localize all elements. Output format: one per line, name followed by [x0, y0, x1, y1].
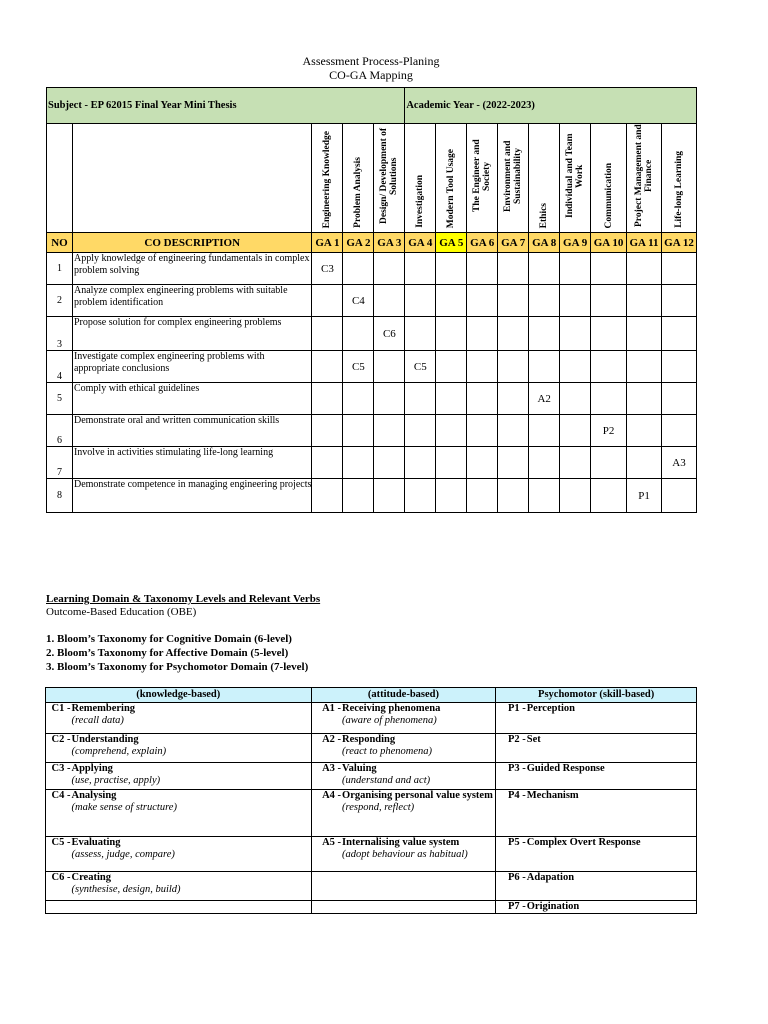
table-row: [47, 383, 697, 415]
ga-mapping-cell: [662, 415, 697, 447]
reference-subheading: Outcome-Based Education (OBE): [46, 606, 197, 618]
ga-name-cell: [627, 124, 662, 233]
ga-mapping-cell: A3: [662, 447, 697, 479]
ga-mapping-cell: [560, 415, 591, 447]
affective-level-code: [311, 901, 342, 914]
ga-mapping-cell: [343, 253, 374, 285]
ga-mapping-cell: [374, 351, 405, 383]
ga-mapping-cell: [662, 351, 697, 383]
ga-code-header: GA 8: [529, 233, 560, 253]
ga-mapping-cell: A2: [529, 383, 560, 415]
psychomotor-level-code: P6 -: [496, 872, 527, 901]
ga-name-cell: [374, 124, 405, 233]
ga-mapping-cell: [343, 383, 374, 415]
co-description: Analyze complex engineering problems with suitable problem identification: [72, 285, 312, 317]
ga-mapping-cell: [529, 351, 560, 383]
psychomotor-level-name: Perception: [526, 703, 575, 714]
ga-name: Life-long Learning: [674, 151, 684, 228]
ga-mapping-cell: [662, 317, 697, 351]
ga-mapping-cell: [529, 253, 560, 285]
ga-mapping-cell: [405, 479, 436, 513]
cognitive-level-verbs: (comprehend, explain): [71, 746, 167, 757]
ga-mapping-cell: [467, 447, 498, 479]
bloom-header-row: [46, 688, 697, 703]
psychomotor-level-text: [527, 872, 697, 901]
ga-code-header: GA 1: [312, 233, 343, 253]
cognitive-level-verbs: (use, practise, apply): [71, 775, 161, 786]
psychomotor-level-text: [527, 837, 697, 872]
bloom-taxonomy-table: [45, 687, 697, 914]
ga-mapping-cell: [591, 285, 627, 317]
table-row: [47, 317, 697, 351]
blank-cell: [47, 124, 73, 233]
ga-name-cell: [591, 124, 627, 233]
ga-mapping-cell: [591, 253, 627, 285]
ga-mapping-cell: [529, 415, 560, 447]
affective-level-text: [342, 901, 496, 914]
ga-mapping-cell: [312, 479, 343, 513]
co-number: 5: [47, 383, 73, 415]
ga-name: The Engineer and Society: [472, 139, 493, 213]
ga-mapping-cell: [436, 253, 467, 285]
ga-mapping-cell: [498, 447, 529, 479]
ga-mapping-cell: C6: [374, 317, 405, 351]
psychomotor-level-name: Origination: [526, 901, 580, 912]
cognitive-level-name: Applying: [71, 763, 113, 774]
blank-cell: [72, 124, 312, 233]
ga-mapping-cell: [374, 285, 405, 317]
co-description: Demonstrate oral and written communication skills: [72, 415, 312, 447]
bloom-row: [46, 872, 697, 901]
cognitive-level-text: [71, 872, 311, 901]
ga-mapping-cell: [662, 383, 697, 415]
cognitive-level-code: C3 -: [46, 763, 72, 790]
cognitive-level-code: [46, 901, 72, 914]
ga-mapping-cell: [662, 253, 697, 285]
cognitive-level-name: Evaluating: [71, 837, 121, 848]
ga-code-header: GA 10: [591, 233, 627, 253]
ga-mapping-cell: [405, 383, 436, 415]
ga-mapping-cell: [343, 479, 374, 513]
bloom-row: [46, 901, 697, 914]
ga-mapping-cell: [312, 383, 343, 415]
ga-mapping-cell: [374, 415, 405, 447]
ga-mapping-cell: C5: [405, 351, 436, 383]
affective-level-text: [342, 763, 496, 790]
ga-mapping-cell: [560, 383, 591, 415]
document-title: Assessment Process-Planing: [302, 54, 440, 68]
affective-header: (attitude-based): [311, 688, 496, 703]
ga-mapping-cell: [627, 447, 662, 479]
ga-name-cell: [436, 124, 467, 233]
ga-mapping-cell: [374, 447, 405, 479]
ga-mapping-cell: [467, 351, 498, 383]
psychomotor-level-name: Guided Response: [526, 763, 605, 774]
ga-name: Communication: [603, 162, 614, 228]
cognitive-level-text: [71, 901, 311, 914]
ga-mapping-cell: [498, 415, 529, 447]
ga-name-cell: [560, 124, 591, 233]
affective-level-text: [342, 734, 496, 763]
affective-level-name: Organising personal value system: [342, 790, 493, 801]
ga-code-header: GA 11: [627, 233, 662, 253]
affective-level-name: Responding: [342, 734, 396, 745]
ga-mapping-cell: P1: [627, 479, 662, 513]
ga-mapping-cell: C5: [343, 351, 374, 383]
table-row: [47, 447, 697, 479]
ga-name: Project Management and Finance: [634, 124, 655, 228]
bloom-row: [46, 837, 697, 872]
ga-name: Modern Tool Usage: [446, 148, 457, 228]
ga-mapping-cell: [627, 383, 662, 415]
ga-name: Investigation: [415, 175, 426, 228]
psychomotor-level-name: Set: [526, 734, 541, 745]
subject-label: Subject - EP 62015 Final Year Mini Thesis: [47, 88, 405, 124]
co-number: 4: [47, 351, 73, 383]
ga-mapping-cell: [560, 317, 591, 351]
ga-mapping-cell: [436, 317, 467, 351]
table-row: [47, 285, 697, 317]
ga-mapping-cell: [529, 285, 560, 317]
ga-mapping-cell: [627, 253, 662, 285]
bloom-row: [46, 763, 697, 790]
ga-mapping-cell: C3: [312, 253, 343, 285]
ga-code-header: GA 4: [405, 233, 436, 253]
ga-mapping-cell: P2: [591, 415, 627, 447]
ga-mapping-cell: [560, 447, 591, 479]
header-row: [47, 233, 697, 253]
co-description: Involve in activities stimulating life-long learning: [72, 447, 312, 479]
ga-mapping-cell: [498, 479, 529, 513]
ga-name: Ethics: [539, 202, 550, 228]
ga-mapping-cell: [374, 479, 405, 513]
ga-mapping-cell: [627, 415, 662, 447]
ga-mapping-cell: [467, 253, 498, 285]
ga-mapping-cell: [529, 479, 560, 513]
psychomotor-level-code: P7 -: [496, 901, 527, 914]
bloom-row: [46, 734, 697, 763]
cognitive-level-code: C5 -: [46, 837, 72, 872]
psychomotor-level-text: [527, 901, 697, 914]
ga-name: Individual and Team Work: [565, 133, 586, 219]
ga-mapping-cell: [591, 479, 627, 513]
ga-name-cell: [498, 124, 529, 233]
affective-level-text: [342, 703, 496, 734]
psychomotor-level-code: P4 -: [496, 790, 527, 837]
ga-mapping-cell: [529, 317, 560, 351]
cognitive-level-text: [71, 837, 311, 872]
psychomotor-level-text: [527, 734, 697, 763]
affective-level-code: A4 -: [311, 790, 342, 837]
psychomotor-level-code: P3 -: [496, 763, 527, 790]
subject-row: [47, 88, 697, 124]
ga-name: Environment and Sustainability: [503, 140, 524, 212]
affective-level-verbs: (respond, reflect): [342, 802, 415, 813]
bloom-rows: [46, 703, 697, 914]
bloom-row: [46, 790, 697, 837]
reference-heading: Learning Domain & Taxonomy Levels and Relevant Verbs: [46, 593, 321, 605]
ga-name: Problem Analysis: [353, 157, 364, 228]
ga-mapping-cell: [662, 285, 697, 317]
psychomotor-level-code: P1 -: [496, 703, 527, 734]
cognitive-header: (knowledge-based): [46, 688, 312, 703]
ga-mapping-cell: [627, 285, 662, 317]
co-rows: [47, 253, 697, 513]
ga-code-header: GA 9: [560, 233, 591, 253]
ga-mapping-cell: [312, 447, 343, 479]
ga-mapping-cell: [467, 479, 498, 513]
cognitive-level-name: Analysing: [71, 790, 117, 801]
psychomotor-level-name: Complex Overt Response: [526, 837, 641, 848]
ga-mapping-cell: [312, 285, 343, 317]
affective-level-name: Valuing: [342, 763, 377, 774]
ga-mapping-cell: [529, 447, 560, 479]
affective-level-verbs: (adopt behaviour as habitual): [342, 849, 468, 860]
affective-level-code: A5 -: [311, 837, 342, 872]
affective-level-verbs: (understand and act): [342, 775, 431, 786]
ga-name: Design/ Development of Solutions: [379, 127, 400, 225]
cognitive-level-code: C4 -: [46, 790, 72, 837]
ga-name: Engineering Knowledge: [322, 130, 333, 228]
table-row: [47, 253, 697, 285]
ga-mapping-cell: [405, 253, 436, 285]
psychomotor-header: Psychomotor (skill-based): [496, 688, 697, 703]
ga-mapping-cell: [343, 317, 374, 351]
ga-mapping-cell: [436, 415, 467, 447]
ga-code-header: GA 2: [343, 233, 374, 253]
taxonomy-list-item: 1. Bloom’s Taxonomy for Cognitive Domain (6-level): [46, 633, 292, 645]
ga-mapping-cell: [312, 317, 343, 351]
cognitive-level-name: Understanding: [71, 734, 139, 745]
co-description: Demonstrate competence in managing engineering projects: [72, 479, 312, 513]
table-row: [47, 415, 697, 447]
cognitive-level-name: Remembering: [71, 703, 136, 714]
ga-name-cell: [312, 124, 343, 233]
cognitive-level-code: C1 -: [46, 703, 72, 734]
affective-level-name: Receiving phenomena: [342, 703, 441, 714]
ga-mapping-cell: [436, 447, 467, 479]
co-number: 8: [47, 479, 73, 513]
ga-mapping-cell: [591, 447, 627, 479]
ga-mapping-cell: [343, 447, 374, 479]
ga-mapping-cell: [627, 351, 662, 383]
psychomotor-level-code: P2 -: [496, 734, 527, 763]
co-description: Apply knowledge of engineering fundamentals in complex problem solving: [72, 253, 312, 285]
ga-mapping-cell: [498, 317, 529, 351]
affective-level-name: Internalising value system: [342, 837, 460, 848]
ga-mapping-cell: [498, 285, 529, 317]
affective-level-text: [342, 837, 496, 872]
ga-mapping-cell: [467, 383, 498, 415]
ga-mapping-cell: [560, 285, 591, 317]
ga-mapping-cell: [467, 415, 498, 447]
cognitive-level-name: Creating: [71, 872, 111, 883]
ga-mapping-cell: [374, 383, 405, 415]
psychomotor-level-name: Adapation: [526, 872, 575, 883]
cognitive-level-code: C6 -: [46, 872, 72, 901]
co-description-header: CO DESCRIPTION: [72, 233, 312, 253]
co-number: 2: [47, 285, 73, 317]
ga-mapping-cell: [436, 383, 467, 415]
ga-mapping-cell: [374, 253, 405, 285]
co-number: 1: [47, 253, 73, 285]
affective-level-text: [342, 872, 496, 901]
ga-mapping-cell: [405, 317, 436, 351]
ga-name-cell: [529, 124, 560, 233]
ga-mapping-cell: [662, 479, 697, 513]
ga-code-header: GA 3: [374, 233, 405, 253]
ga-mapping-cell: [405, 415, 436, 447]
table-row: [47, 351, 697, 383]
psychomotor-level-text: [527, 763, 697, 790]
psychomotor-level-code: P5 -: [496, 837, 527, 872]
co-number: 7: [47, 447, 73, 479]
affective-level-text: [342, 790, 496, 837]
ga-mapping-cell: [591, 351, 627, 383]
ga-mapping-cell: [405, 447, 436, 479]
affective-level-code: [311, 872, 342, 901]
ga-code-header: GA 5: [436, 233, 467, 253]
cognitive-level-text: [71, 734, 311, 763]
co-description: Propose solution for complex engineering problems: [72, 317, 312, 351]
taxonomy-list-item: 3. Bloom’s Taxonomy for Psychomotor Domain (7-level): [46, 661, 309, 673]
ga-mapping-cell: [498, 383, 529, 415]
ga-code-header: GA 6: [467, 233, 498, 253]
psychomotor-level-text: [527, 790, 697, 837]
ga-mapping-cell: [627, 317, 662, 351]
co-description: Comply with ethical guidelines: [72, 383, 312, 415]
ga-mapping-cell: [498, 351, 529, 383]
bloom-row: [46, 703, 697, 734]
cognitive-level-verbs: (synthesise, design, build): [71, 884, 181, 895]
cognitive-level-verbs: (make sense of structure): [71, 802, 177, 813]
co-description: Investigate complex engineering problems with appropriate conclusions: [72, 351, 312, 383]
no-header: NO: [47, 233, 73, 253]
document-subtitle: CO-GA Mapping: [329, 68, 413, 82]
ga-mapping-cell: [560, 479, 591, 513]
ga-mapping-cell: [591, 317, 627, 351]
ga-mapping-cell: [498, 253, 529, 285]
co-number: 3: [47, 317, 73, 351]
ga-name-cell: [343, 124, 374, 233]
psychomotor-level-name: Mechanism: [526, 790, 579, 801]
ga-mapping-cell: C4: [343, 285, 374, 317]
ga-mapping-cell: [405, 285, 436, 317]
affective-level-verbs: (aware of phenomena): [342, 715, 437, 726]
ga-name-cell: [405, 124, 436, 233]
ga-mapping-cell: [436, 285, 467, 317]
cognitive-level-verbs: (recall data): [71, 715, 124, 726]
ga-name-cell: [662, 124, 697, 233]
ga-code-header: GA 12: [662, 233, 697, 253]
academic-year-label: Academic Year - (2022-2023): [405, 88, 697, 124]
cognitive-level-verbs: (assess, judge, compare): [71, 849, 175, 860]
ga-mapping-cell: [591, 383, 627, 415]
ga-mapping-cell: [312, 351, 343, 383]
ga-mapping-cell: [467, 317, 498, 351]
affective-level-code: A3 -: [311, 763, 342, 790]
ga-names-row: [47, 124, 697, 233]
affective-level-verbs: (react to phenomena): [342, 746, 433, 757]
cognitive-level-text: [71, 790, 311, 837]
table-row: [47, 479, 697, 513]
ga-mapping-cell: [560, 351, 591, 383]
ga-code-header: GA 7: [498, 233, 529, 253]
ga-mapping-cell: [343, 415, 374, 447]
affective-level-code: A2 -: [311, 734, 342, 763]
co-number: 6: [47, 415, 73, 447]
cognitive-level-text: [71, 763, 311, 790]
ga-mapping-cell: [467, 285, 498, 317]
cognitive-level-code: C2 -: [46, 734, 72, 763]
ga-name-cell: [467, 124, 498, 233]
ga-mapping-cell: [436, 351, 467, 383]
psychomotor-level-text: [527, 703, 697, 734]
co-ga-mapping-table: [46, 87, 697, 513]
cognitive-level-text: [71, 703, 311, 734]
ga-mapping-cell: [560, 253, 591, 285]
affective-level-code: A1 -: [311, 703, 342, 734]
ga-mapping-cell: [312, 415, 343, 447]
taxonomy-list-item: 2. Bloom’s Taxonomy for Affective Domain (5-level): [46, 647, 289, 659]
ga-mapping-cell: [436, 479, 467, 513]
